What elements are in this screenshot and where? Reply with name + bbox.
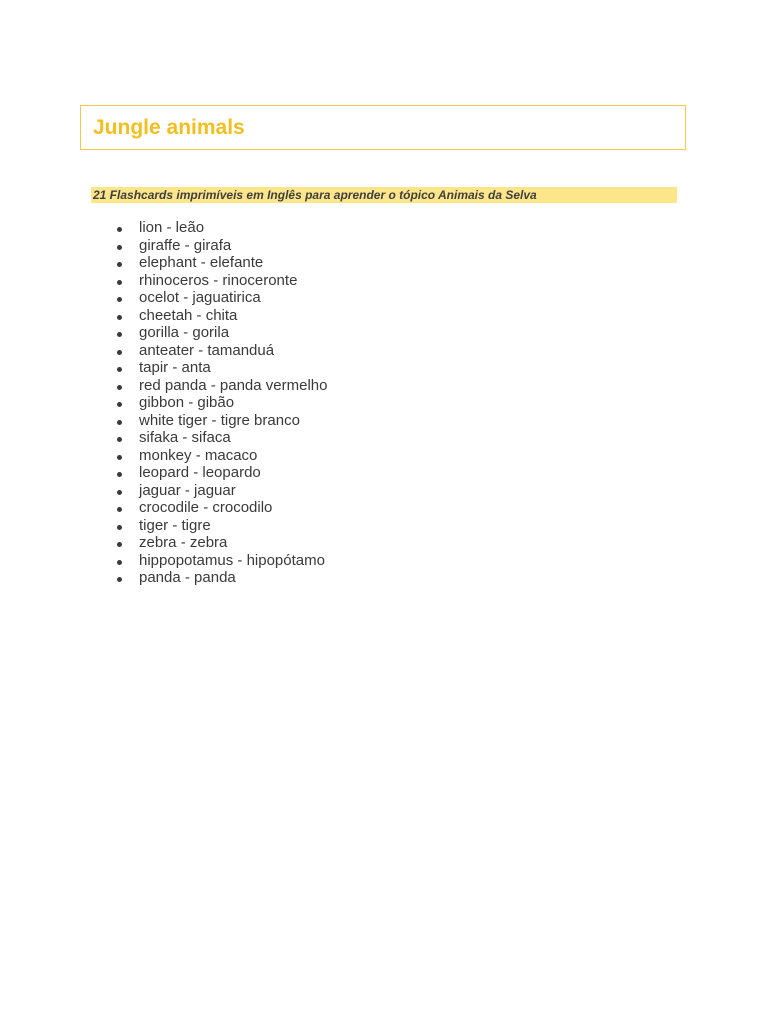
list-item-text: gibbon - gibão — [139, 394, 235, 411]
bullet-icon — [117, 332, 122, 337]
subtitle-highlight: 21 Flashcards imprimíveis em Inglês para aprender o tópico Animais da Selva — [91, 187, 677, 203]
list-item — [115, 377, 327, 395]
list-item-text: tapir - anta — [139, 359, 211, 376]
bullet-icon — [117, 507, 122, 512]
bullet-icon — [117, 227, 122, 232]
list-item — [115, 342, 327, 360]
bullet-icon — [117, 280, 122, 285]
bullet-icon — [117, 385, 122, 390]
bullet-icon — [117, 297, 122, 302]
bullet-icon — [117, 315, 122, 320]
bullet-icon — [117, 350, 122, 355]
bullet-icon — [117, 437, 122, 442]
bullet-icon — [117, 245, 122, 250]
list-item — [115, 359, 327, 377]
list-item-text: crocodile - crocodilo — [139, 499, 273, 516]
title-box — [80, 105, 686, 150]
list-item-text: leopard - leopardo — [139, 464, 261, 481]
list-item — [115, 429, 327, 447]
list-item-text: elephant - elefante — [139, 254, 264, 271]
bullet-icon — [117, 472, 122, 477]
list-item-text: sifaka - sifaca — [139, 429, 231, 446]
vocabulary-list — [115, 219, 327, 587]
list-item-text: jaguar - jaguar — [139, 481, 236, 499]
list-item — [115, 464, 327, 482]
list-item — [115, 254, 327, 272]
list-item-text: rhinoceros - rinoceronte — [139, 271, 298, 289]
list-item — [115, 534, 327, 552]
list-item-text: anteater - tamanduá — [139, 341, 275, 359]
bullet-icon — [117, 490, 122, 495]
bullet-icon — [117, 455, 122, 460]
bullet-icon — [117, 420, 122, 425]
list-item — [115, 237, 327, 255]
list-item-text: lion - leão — [139, 219, 205, 236]
list-item — [115, 447, 327, 465]
list-item-text: tiger - tigre — [139, 516, 211, 534]
list-item — [115, 219, 327, 237]
list-item-text: hippopotamus - hipopótamo — [139, 551, 325, 569]
bullet-icon — [117, 367, 122, 372]
list-item — [115, 552, 327, 570]
list-item — [115, 307, 327, 325]
list-item — [115, 482, 327, 500]
bullet-icon — [117, 577, 122, 582]
list-item-text: ocelot - jaguatirica — [139, 289, 261, 306]
list-item — [115, 499, 327, 517]
bullet-icon — [117, 560, 122, 565]
list-item — [115, 324, 327, 342]
list-item-text: gorilla - gorila — [139, 324, 230, 341]
bullet-icon — [117, 262, 122, 267]
list-item-text: red panda - panda vermelho — [139, 376, 328, 394]
bullet-icon — [117, 525, 122, 530]
list-item-text: giraffe - girafa — [139, 236, 232, 254]
list-item-text: cheetah - chita — [139, 306, 238, 324]
list-item — [115, 517, 327, 535]
page-title: Jungle animals — [93, 116, 245, 139]
bullet-icon — [117, 402, 122, 407]
list-item-text: panda - panda — [139, 569, 236, 586]
list-item — [115, 412, 327, 430]
list-item-text: white tiger - tigre branco — [139, 411, 300, 429]
list-item — [115, 289, 327, 307]
bullet-icon — [117, 542, 122, 547]
list-item-text: zebra - zebra — [139, 534, 228, 551]
list-item-text: monkey - macaco — [139, 446, 258, 464]
list-item — [115, 569, 327, 587]
list-item — [115, 394, 327, 412]
list-item — [115, 272, 327, 290]
